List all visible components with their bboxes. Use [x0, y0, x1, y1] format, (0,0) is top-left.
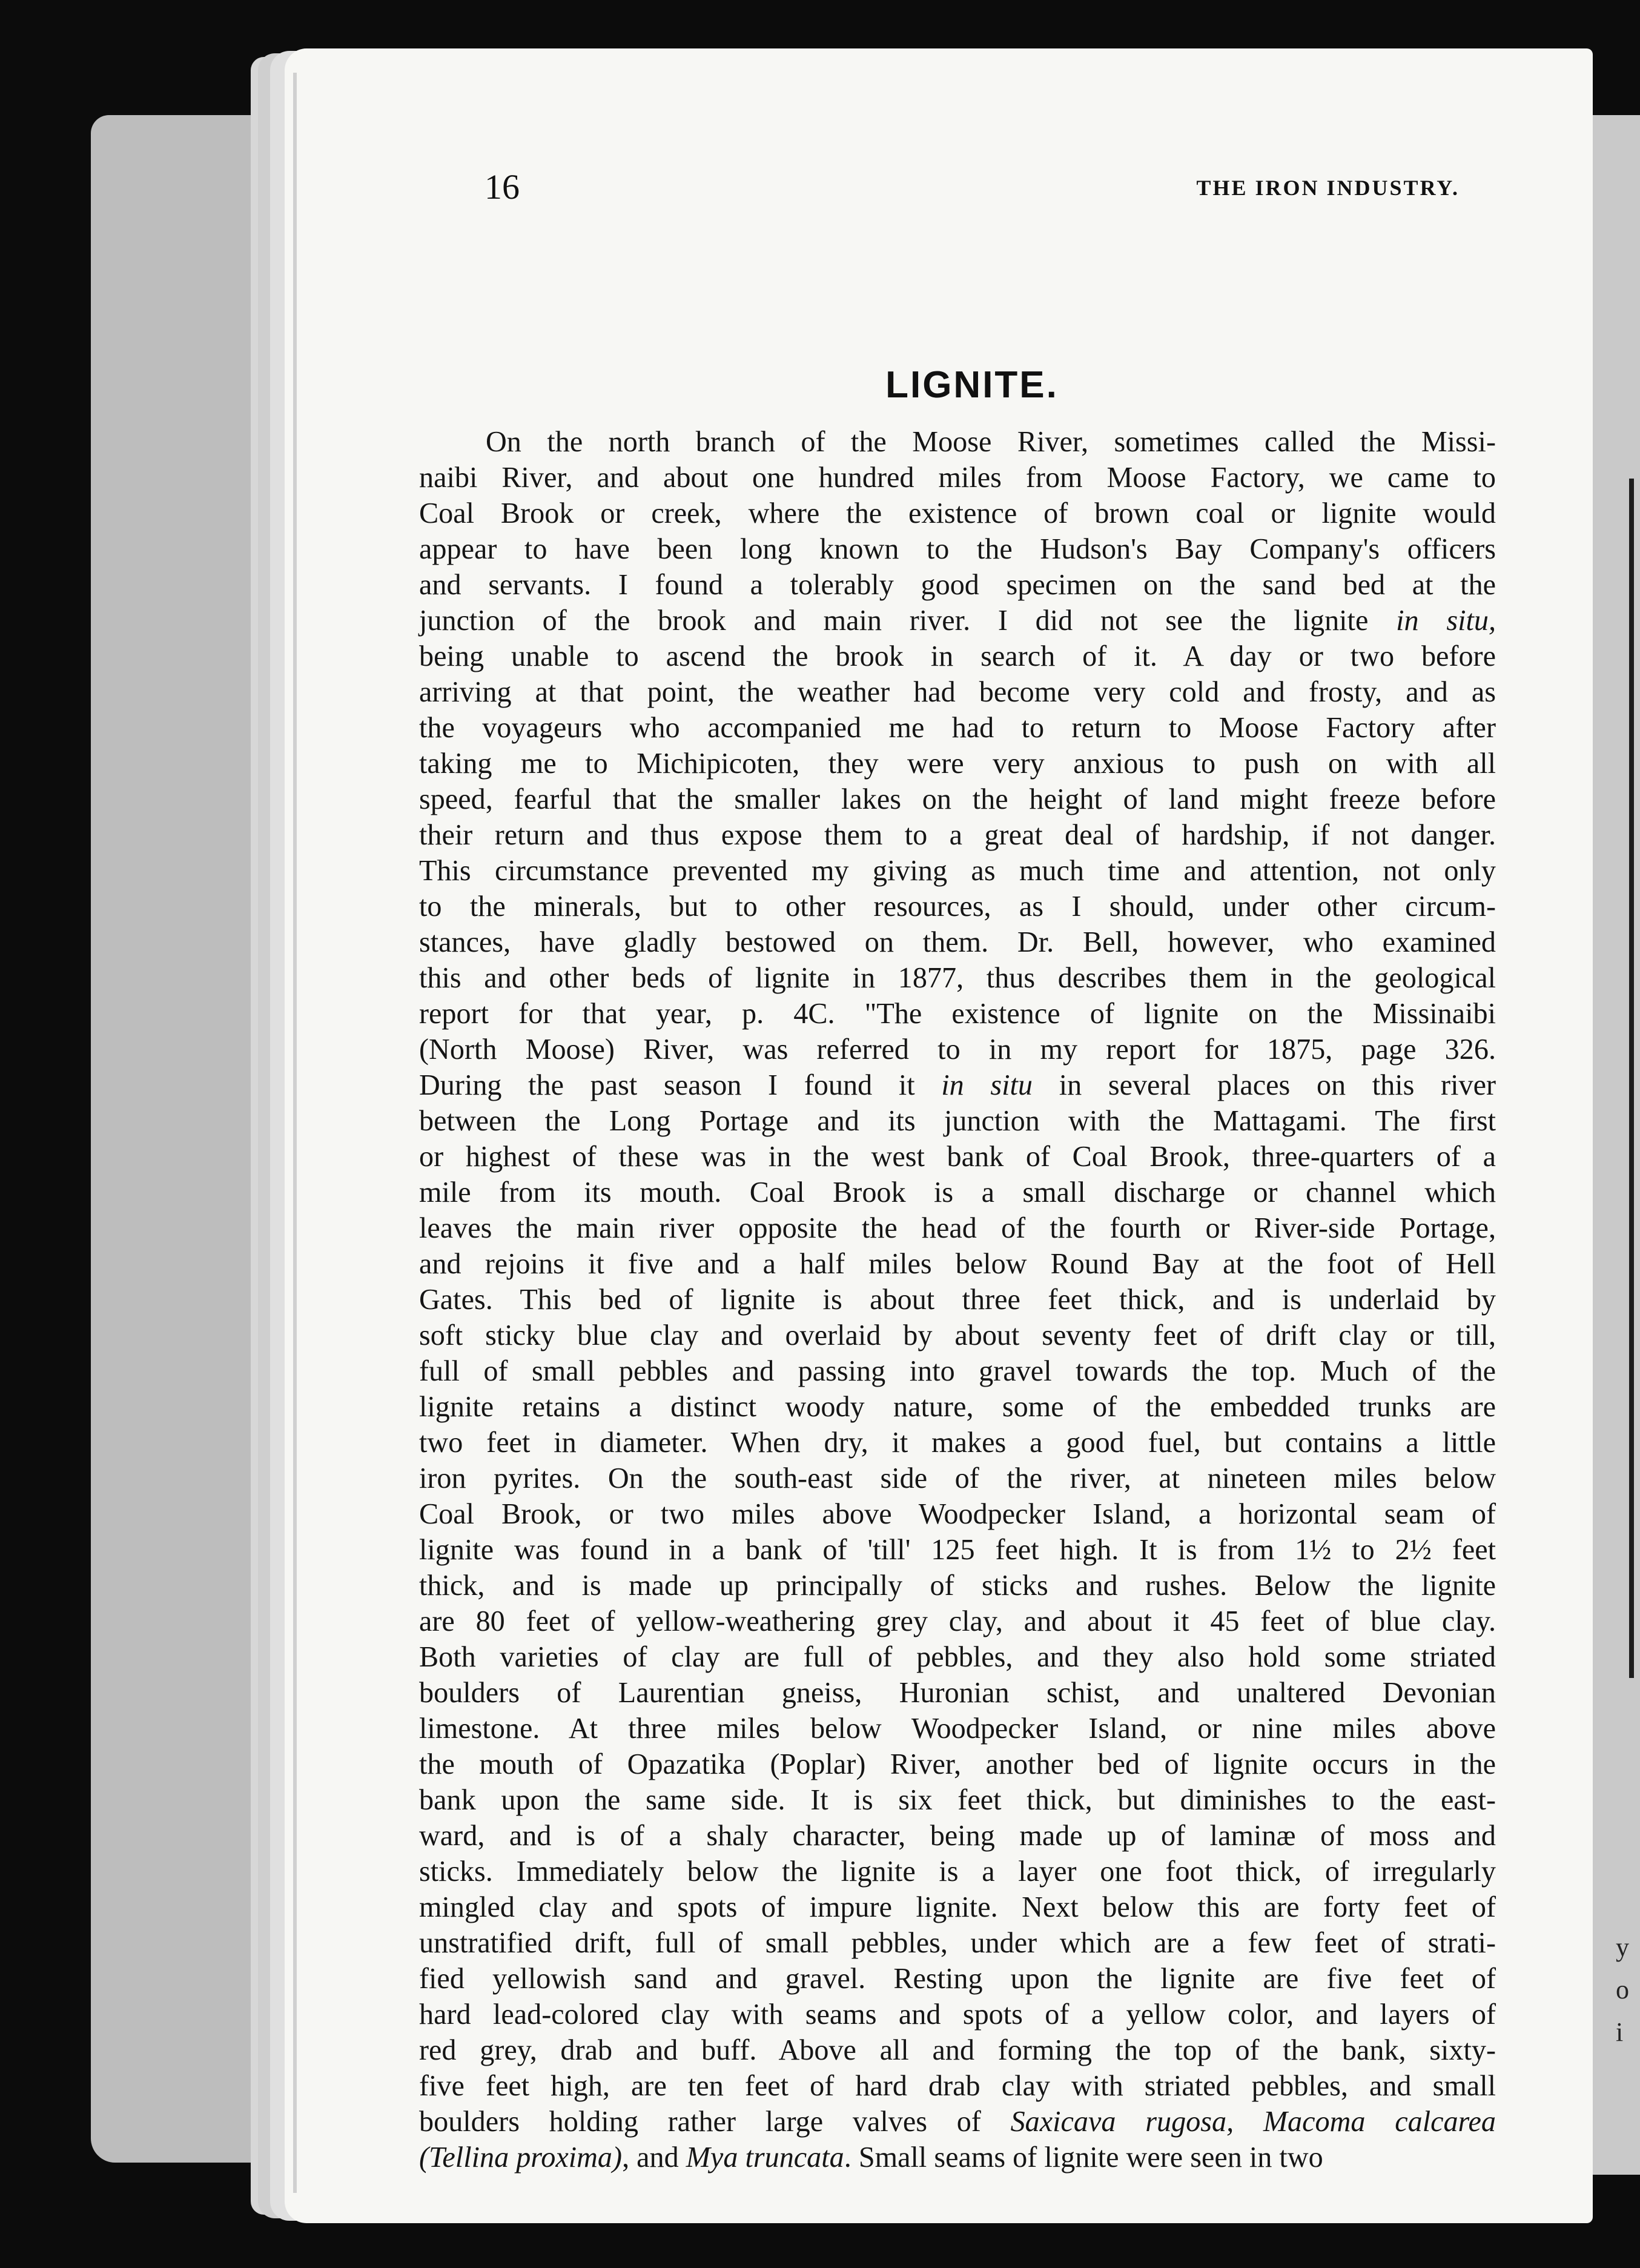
- text-line: thick, and is made up principally of sticks and rushes. Below the lignite: [419, 1570, 1496, 1602]
- text-line: sticks. Immediately below the lignite is a layer one foot thick, of irregularly: [419, 1855, 1496, 1888]
- text-segment: boulders holding rather large valves of: [419, 2106, 981, 2138]
- text-line: the mouth of Opazatika (Poplar) River, another bed of lignite occurs in the: [419, 1748, 1496, 1780]
- adjacent-letter: i: [1616, 2017, 1624, 2047]
- text-line: full of small pebbles and passing into gravel towards the top. Much of the: [419, 1355, 1496, 1387]
- section-title: LIGNITE.: [885, 364, 1059, 406]
- text-line: or highest of these was in the west bank of Coal Brook, three-quarters of a: [419, 1141, 1496, 1173]
- text-line: mingled clay and spots of impure lignite. Next below this are forty feet of: [419, 1891, 1496, 1923]
- text-line: and rejoins it five and a half miles below Round Bay at the foot of Hell: [419, 1248, 1496, 1280]
- book-page: [285, 48, 1593, 2223]
- text-line: iron pyrites. On the south-east side of the river, at nineteen miles below: [419, 1462, 1496, 1494]
- text-line: ward, and is of a shaly character, being made up of laminæ of moss and: [419, 1820, 1496, 1852]
- body-text: [419, 424, 1496, 2175]
- page-fold: [293, 73, 297, 2193]
- text-line: and servants. I found a tolerably good specimen on the sand bed at the: [419, 569, 1496, 601]
- text-segment: During the past season I found it: [419, 1069, 915, 1101]
- adjacent-page-fragment: [1616, 1926, 1640, 2054]
- text-line: [419, 2104, 1496, 2140]
- fraction: 2½: [1395, 1534, 1432, 1566]
- text-line: naibi River, and about one hundred miles from Moose Factory, we came to: [419, 462, 1496, 494]
- text-segment: in several places on this river: [1059, 1069, 1496, 1101]
- text-line: boulders of Laurentian gneiss, Huronian schist, and unaltered Devonian: [419, 1677, 1496, 1709]
- text-line: appear to have been long known to the Hudson's Bay Company's officers: [419, 533, 1496, 565]
- text-line: [419, 2140, 1496, 2175]
- text-line: soft sticky blue clay and overlaid by about seventy feet of drift clay or till,: [419, 1319, 1496, 1351]
- italic-term: in situ: [941, 1069, 1033, 1101]
- text-line: This circumstance prevented my giving as much time and attention, not only: [419, 855, 1496, 887]
- text-line: fied yellowish sand and gravel. Resting upon the lignite are five feet of: [419, 1963, 1496, 1995]
- text-line: between the Long Portage and its junction with the Mattagami. The first: [419, 1105, 1496, 1137]
- text-line: Coal Brook, or two miles above Woodpecker Island, a horizontal seam of: [419, 1498, 1496, 1530]
- italic-term: in situ,: [1396, 605, 1496, 637]
- text-line: hard lead-colored clay with seams and spots of a yellow color, and layers of: [419, 1998, 1496, 2031]
- text-line: mile from its mouth. Coal Brook is a small discharge or channel which: [419, 1176, 1496, 1209]
- page-header: [484, 167, 1460, 221]
- text-line: arriving at that point, the weather had become very cold and frosty, and as: [419, 676, 1496, 708]
- italic-term: Saxicava rugosa, Macoma calcarea: [1010, 2106, 1496, 2138]
- text-line: being unable to ascend the brook in search of it. A day or two before: [419, 640, 1496, 672]
- text-line: [419, 603, 1496, 638]
- text-line: On the north branch of the Moose River, sometimes called the Missi-: [486, 426, 1496, 458]
- text-line: taking me to Michipicoten, they were very anxious to push on with all: [419, 748, 1496, 780]
- adjacent-page-edge: [1629, 479, 1634, 1678]
- fraction: 1½: [1295, 1534, 1332, 1566]
- text-line: are 80 feet of yellow-weathering grey clay, and about it 45 feet of blue clay.: [419, 1605, 1496, 1637]
- adjacent-letter: y: [1616, 1932, 1629, 1962]
- text-segment: junction of the brook and main river. I did not see the lignite: [419, 605, 1369, 637]
- text-line: [419, 1067, 1496, 1103]
- italic-term: (Tellina proxima): [419, 2141, 623, 2174]
- text-line: [419, 1532, 1496, 1568]
- text-line: two feet in diameter. When dry, it makes a good fuel, but contains a little: [419, 1427, 1496, 1459]
- text-line: Both varieties of clay are full of pebbles, and they also hold some striated: [419, 1641, 1496, 1673]
- text-line: to the minerals, but to other resources, as I should, under other circum-: [419, 890, 1496, 923]
- text-line: speed, fearful that the smaller lakes on the height of land might freeze before: [419, 783, 1496, 815]
- text-line: bank upon the same side. It is six feet thick, but diminishes to the east-: [419, 1784, 1496, 1816]
- text-segment: lignite was found in a bank of 'till' 125 feet high. It is from: [419, 1534, 1275, 1566]
- text-line: report for that year, p. 4C. "The existence of lignite on the Missinaibi: [419, 998, 1496, 1030]
- text-line: unstratified drift, full of small pebbles, under which are a few feet of strati-: [419, 1927, 1496, 1959]
- text-line: Coal Brook or creek, where the existence of brown coal or lignite would: [419, 497, 1496, 529]
- text-line: (North Moose) River, was referred to in my report for 1875, page 326.: [419, 1033, 1496, 1066]
- text-line: stances, have gladly bestowed on them. Dr. Bell, however, who examined: [419, 926, 1496, 958]
- text-segment: to: [1352, 1534, 1375, 1566]
- text-line: Gates. This bed of lignite is about three feet thick, and is underlaid by: [419, 1284, 1496, 1316]
- text-segment: . Small seams of lignite were seen in two: [844, 2141, 1323, 2174]
- text-line: this and other beds of lignite in 1877, thus describes them in the geological: [419, 962, 1496, 994]
- text-line: their return and thus expose them to a great deal of hardship, if not danger.: [419, 819, 1496, 851]
- page-number: 16: [484, 167, 520, 207]
- text-line: leaves the main river opposite the head of the fourth or River-side Portage,: [419, 1212, 1496, 1244]
- text-segment: and: [636, 2141, 679, 2174]
- text-line: limestone. At three miles below Woodpecker Island, or nine miles above: [419, 1713, 1496, 1745]
- text-line: lignite retains a distinct woody nature, some of the embedded trunks are: [419, 1391, 1496, 1423]
- running-head: THE IRON INDUSTRY.: [1196, 176, 1460, 200]
- text-segment: feet: [1452, 1534, 1496, 1566]
- text-segment: ,: [622, 2141, 630, 2174]
- italic-term: Mya truncata: [686, 2141, 844, 2174]
- adjacent-letter: o: [1616, 1975, 1629, 2004]
- text-line: red grey, drab and buff. Above all and forming the top of the bank, sixty-: [419, 2034, 1496, 2066]
- text-line: five feet high, are ten feet of hard drab clay with striated pebbles, and small: [419, 2070, 1496, 2102]
- text-line: the voyageurs who accompanied me had to return to Moose Factory after: [419, 712, 1496, 744]
